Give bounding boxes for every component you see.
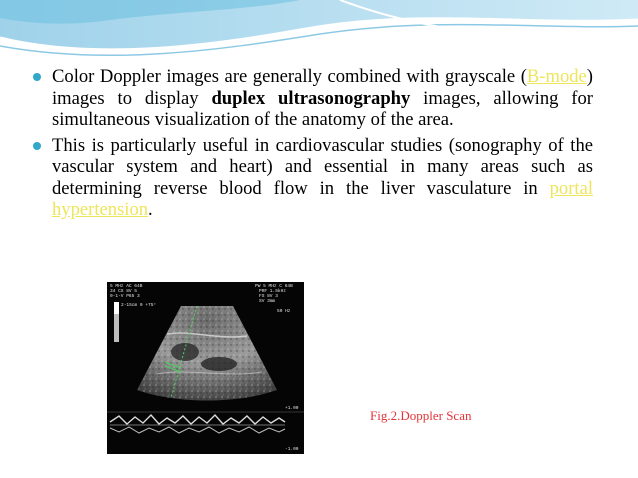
scan-right-line-4: SV 3mm: [259, 299, 276, 304]
bullet-list: [33, 66, 593, 221]
bullet-text: Color Doppler images are generally combined with grayscale (: [52, 66, 527, 87]
b-mode-link[interactable]: B-mode: [526, 66, 587, 87]
portal-hypertension-link[interactable]: portal hypertension: [52, 177, 593, 220]
bullet-text: ) images to display: [52, 66, 593, 109]
figure-caption: Fig.2.Doppler Scan: [370, 408, 472, 423]
scan-right-line-5: 50 Hz: [277, 309, 291, 314]
scan-scale-top: +1.00: [285, 406, 299, 411]
scan-left-line-2: 34 CS 8V 5: [110, 289, 138, 294]
scan-right-line-3: FS 8V 3: [259, 294, 278, 299]
scan-right-line-2: PRF 1.5kHz: [259, 289, 287, 294]
doppler-scan-image: [107, 282, 304, 454]
bold-term: duplex ultrasonography: [211, 87, 411, 109]
bullet-text: .: [148, 199, 153, 220]
scan-left-line-4: 2-15cm 0 +75°: [121, 303, 157, 308]
bullet-dot-icon: [33, 73, 41, 81]
scan-left-line-3: 0-1-V P65 3: [110, 294, 140, 299]
bullet-text: images, allowing for simultaneous visualization of the anatomy of the area.: [52, 87, 593, 130]
scan-right-line-1: PW 5 MHz C 64B: [255, 284, 293, 289]
header-wave-decoration: [0, 0, 638, 70]
bullet-item-duplex: [33, 66, 593, 131]
scan-scale-bottom: -1.00: [285, 447, 299, 452]
bullet-text: This is particularly useful in cardiovascular studies (sonography of the vascular system and heart) and essential in many areas such as determining reverse blood flow in the liver vasculature in: [52, 134, 593, 199]
scan-left-line-1: 5 MHz AC 64B: [110, 284, 143, 289]
bullet-item-cardiovascular: [33, 135, 593, 221]
bullet-dot-icon: [33, 142, 41, 150]
